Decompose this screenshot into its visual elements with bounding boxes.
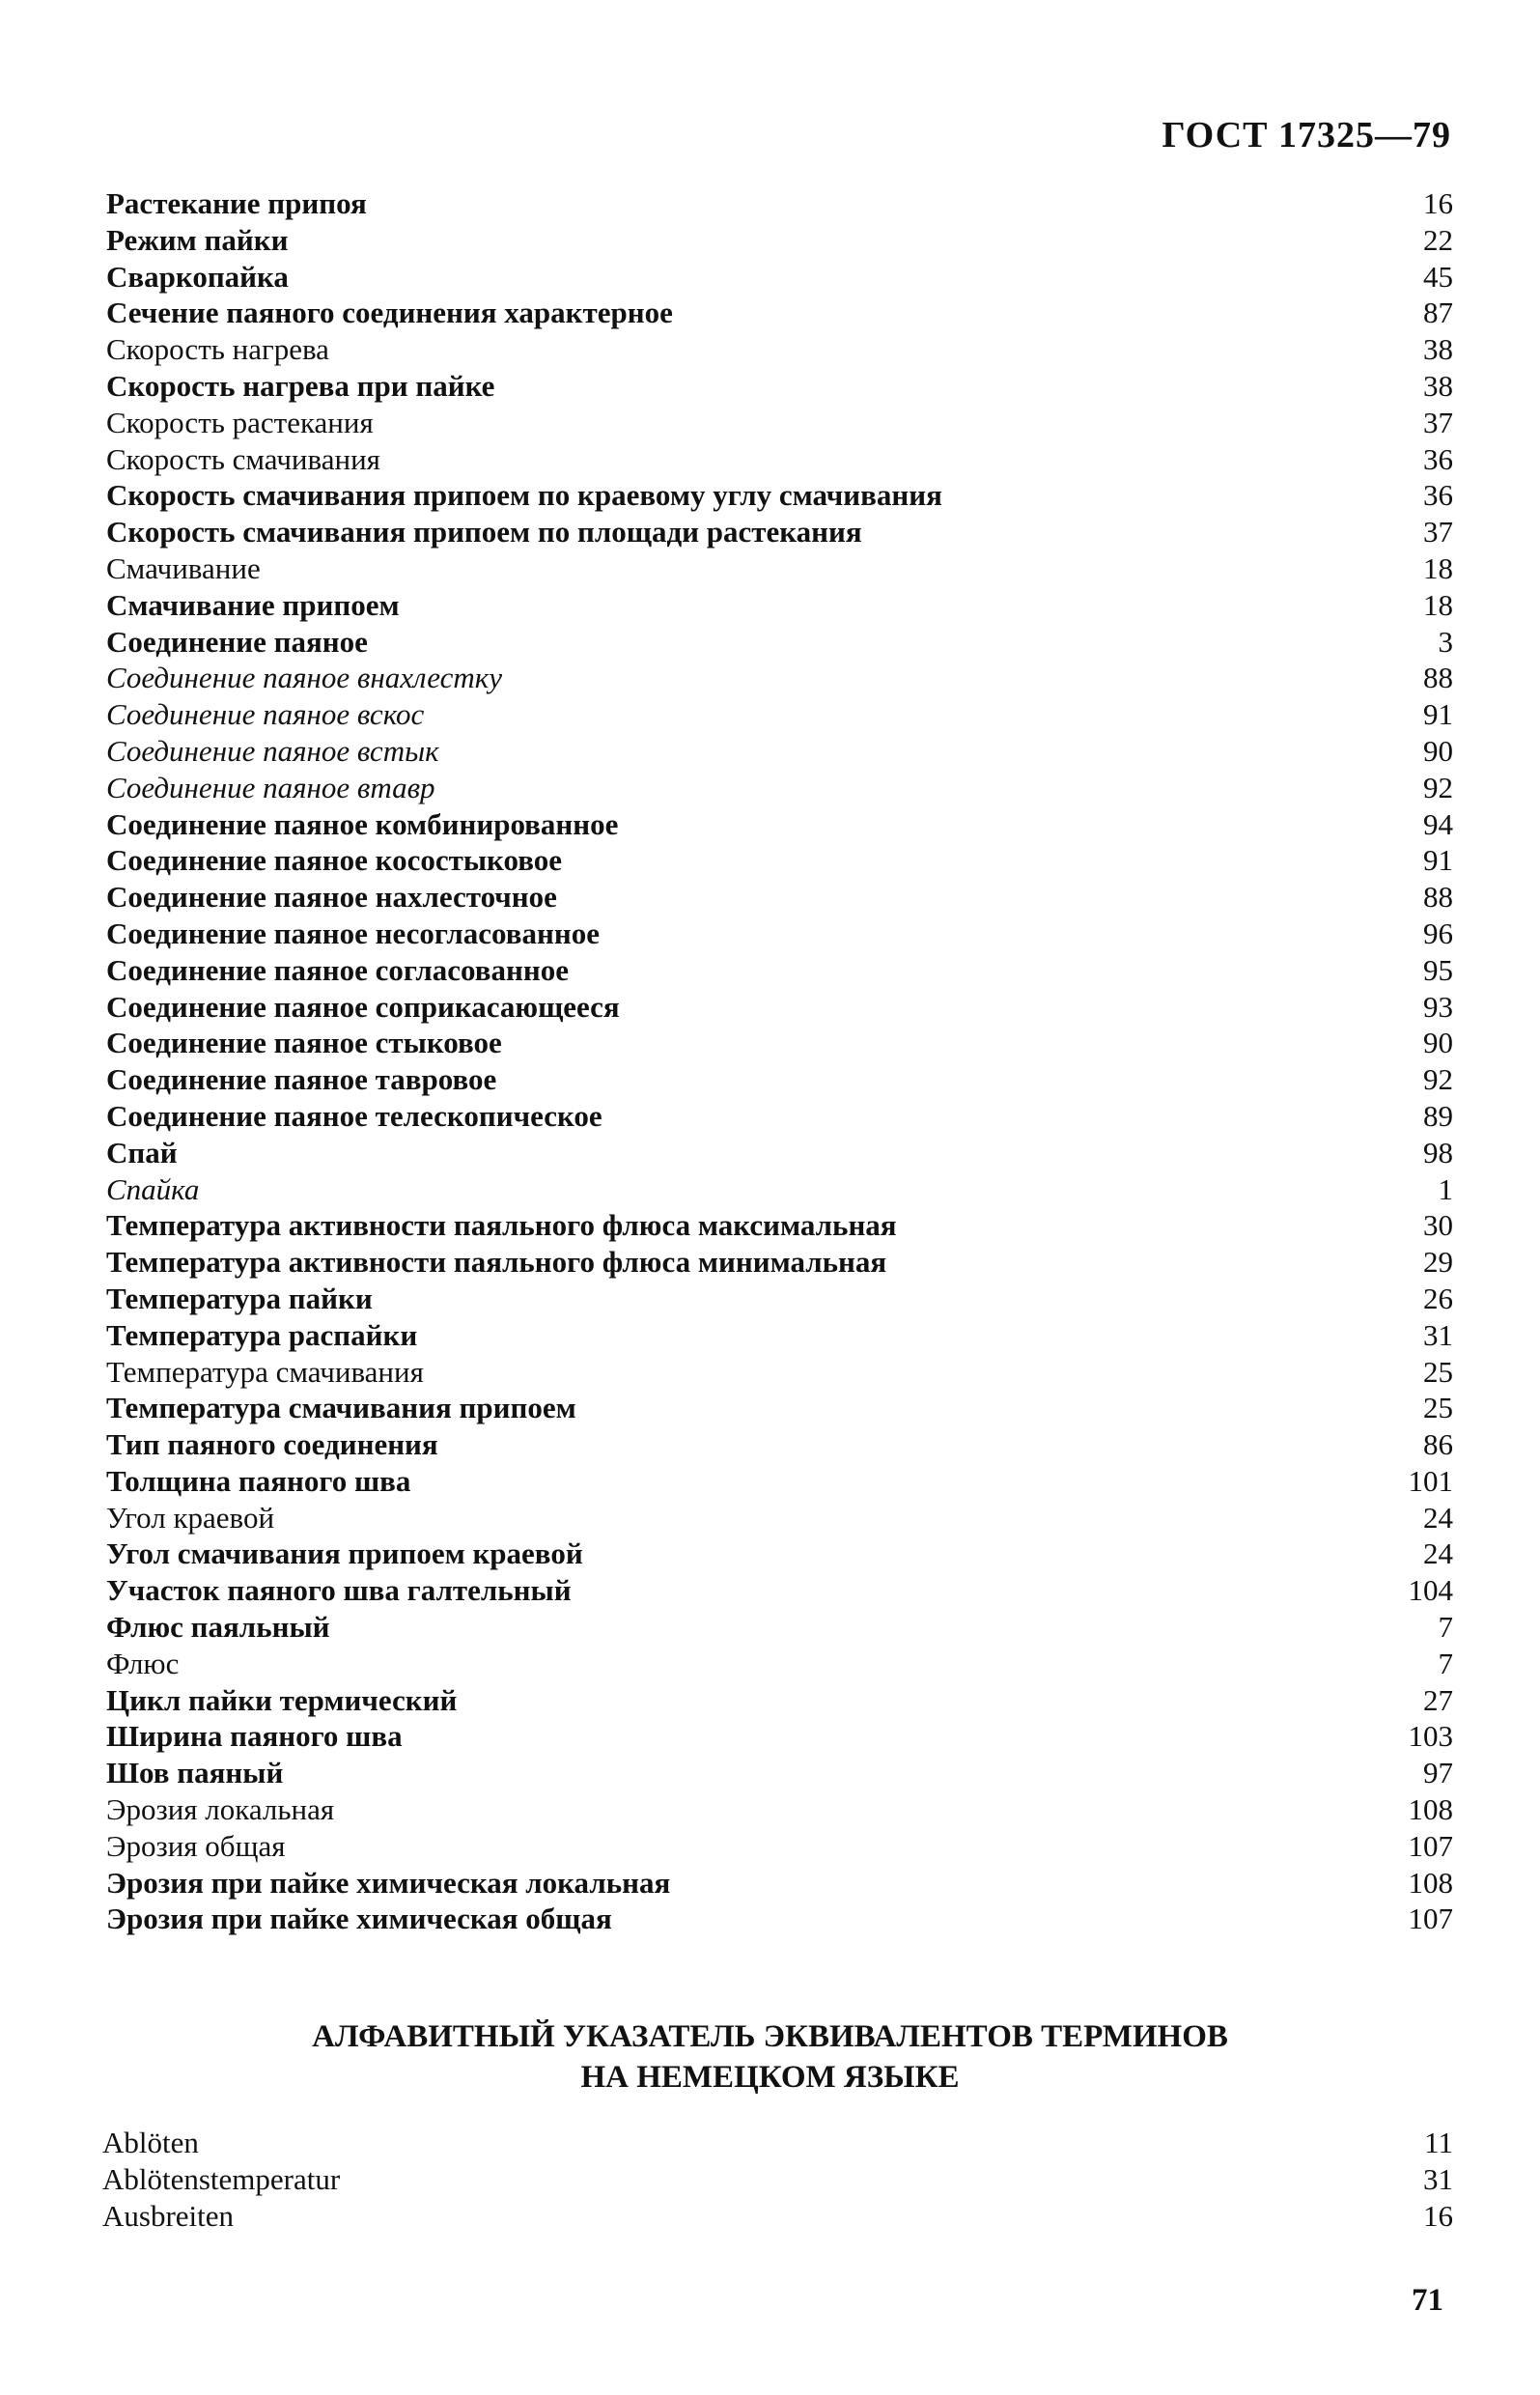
index-page-number: 91 <box>1423 697 1453 732</box>
index-page-number: 89 <box>1423 1098 1453 1133</box>
index-entry <box>106 185 1455 222</box>
index-entry <box>106 952 1455 989</box>
index-term: Режим пайки <box>106 222 289 257</box>
index-entry <box>106 1865 1455 1902</box>
index-entry <box>106 222 1455 259</box>
index-entry <box>106 477 1455 514</box>
index-term: Температура активности паяльного флюса максимальная <box>106 1208 897 1243</box>
index-page-number: 31 <box>1423 2162 1453 2196</box>
index-term: Соединение паяное согласованное <box>106 952 570 987</box>
index-entry <box>106 331 1455 368</box>
index-entry <box>106 550 1455 587</box>
index-term: Шов паяный <box>106 1756 284 1790</box>
index-entry <box>106 1354 1455 1391</box>
index-page-number: 36 <box>1423 478 1453 513</box>
index-page-number: 45 <box>1423 259 1453 294</box>
index-page-number: 95 <box>1423 952 1453 987</box>
index-page-number: 88 <box>1423 661 1453 695</box>
index-page-number: 107 <box>1408 1828 1453 1863</box>
index-term: Соединение паяное <box>106 624 368 659</box>
index-page-number: 91 <box>1423 843 1453 878</box>
german-term-index <box>102 2125 1455 2235</box>
index-page-number: 11 <box>1424 2126 1453 2159</box>
index-entry <box>106 1463 1455 1500</box>
index-term: Сваркопайка <box>106 259 289 294</box>
index-entry <box>106 879 1455 916</box>
index-term: Соединение паяное несогласованное <box>106 916 601 950</box>
index-page-number: 37 <box>1423 405 1453 439</box>
index-page-number: 87 <box>1423 296 1453 330</box>
index-entry <box>106 1426 1455 1463</box>
index-term: Эрозия при пайке химическая локальная <box>106 1865 671 1900</box>
index-page-number: 104 <box>1408 1573 1453 1608</box>
index-term: Соединение паяное соприкасающееся <box>106 989 620 1024</box>
index-entry <box>106 441 1455 478</box>
index-page-number: 93 <box>1423 989 1453 1024</box>
index-entry <box>106 696 1455 733</box>
index-term: Скорость смачивания припоем по краевому углу смачивания <box>106 478 942 513</box>
index-term: Скорость нагрева при пайке <box>106 368 495 403</box>
index-term: Соединение паяное косостыковое <box>106 843 563 878</box>
index-page-number: 107 <box>1408 1902 1453 1936</box>
index-page-number: 16 <box>1423 186 1453 220</box>
index-page-number: 22 <box>1423 222 1453 257</box>
document-header: ГОСТ 17325—79 <box>1162 115 1451 155</box>
index-term: Температура активности паяльного флюса минимальная <box>106 1245 887 1280</box>
index-entry <box>106 1572 1455 1609</box>
index-term: Тип паяного соединения <box>106 1427 438 1462</box>
index-entry <box>106 514 1455 550</box>
index-page-number: 18 <box>1423 550 1453 585</box>
index-entry <box>106 989 1455 1026</box>
index-page-number: 3 <box>1438 624 1453 659</box>
index-term: Ausbreiten <box>102 2199 235 2233</box>
index-term: Ablötenstemperatur <box>102 2162 341 2196</box>
index-page-number: 31 <box>1423 1317 1453 1352</box>
index-entry <box>106 1500 1455 1536</box>
index-page-number: 25 <box>1423 1354 1453 1389</box>
index-entry <box>106 1536 1455 1572</box>
index-page-number: 24 <box>1423 1500 1453 1535</box>
index-entry <box>106 660 1455 696</box>
index-page-number: 103 <box>1408 1719 1453 1754</box>
index-page-number: 7 <box>1438 1646 1453 1680</box>
index-entry <box>106 1207 1455 1244</box>
index-term: Скорость нагрева <box>106 332 329 367</box>
index-page-number: 24 <box>1423 1536 1453 1571</box>
index-entry <box>106 1682 1455 1719</box>
index-term: Температура смачивания припоем <box>106 1391 576 1425</box>
index-term: Эрозия локальная <box>106 1792 335 1827</box>
index-entry <box>106 1646 1455 1682</box>
index-term: Соединение паяное стыковое <box>106 1026 502 1060</box>
index-page-number: 90 <box>1423 1026 1453 1060</box>
index-page-number: 98 <box>1423 1135 1453 1169</box>
index-page-number: 18 <box>1423 587 1453 622</box>
index-term: Угол смачивания припоем краевой <box>106 1536 583 1571</box>
index-term: Соединение паяное нахлесточное <box>106 880 557 915</box>
index-term: Температура смачивания <box>106 1354 424 1389</box>
index-entry <box>106 1025 1455 1061</box>
index-page-number: 96 <box>1423 916 1453 950</box>
index-page-number: 37 <box>1423 515 1453 549</box>
index-term: Соединение паяное комбинированное <box>106 806 619 841</box>
index-page-number: 97 <box>1423 1756 1453 1790</box>
index-page-number: 92 <box>1423 770 1453 804</box>
index-term: Эрозия при пайке химическая общая <box>106 1902 612 1936</box>
index-entry <box>102 2161 1455 2198</box>
index-entry <box>106 916 1455 952</box>
index-term: Температура распайки <box>106 1317 418 1352</box>
index-term: Соединение паяное телескопическое <box>106 1098 602 1133</box>
index-term: Цикл пайки термический <box>106 1682 458 1717</box>
index-term: Температура пайки <box>106 1281 373 1315</box>
index-page-number: 108 <box>1408 1792 1453 1827</box>
index-page-number: 86 <box>1423 1427 1453 1462</box>
index-page-number: 1 <box>1438 1171 1453 1206</box>
index-term: Эрозия общая <box>106 1828 286 1863</box>
index-entry <box>106 1317 1455 1354</box>
index-term: Соединение паяное втавр <box>106 770 435 804</box>
index-page-number: 92 <box>1423 1062 1453 1097</box>
index-term: Толщина паяного шва <box>106 1463 411 1498</box>
index-entry <box>106 368 1455 405</box>
index-page-number: 101 <box>1408 1463 1453 1498</box>
index-entry <box>106 1901 1455 1937</box>
index-page-number: 25 <box>1423 1391 1453 1425</box>
page-number: 71 <box>1412 2283 1443 2318</box>
index-entry <box>106 1244 1455 1281</box>
index-entry <box>106 1828 1455 1865</box>
index-term: Растекание припоя <box>106 186 367 220</box>
section-title <box>0 2016 1540 2098</box>
index-term: Скорость смачивания припоем по площади растекания <box>106 515 862 549</box>
index-page-number: 29 <box>1423 1245 1453 1280</box>
index-page-number: 16 <box>1423 2199 1453 2233</box>
index-entry <box>106 806 1455 843</box>
index-entry <box>106 1061 1455 1098</box>
index-entry <box>106 1135 1455 1171</box>
index-entry <box>102 2125 1455 2161</box>
index-entry <box>106 1390 1455 1426</box>
index-entry <box>106 1281 1455 1317</box>
index-entry <box>102 2198 1455 2235</box>
index-entry <box>106 1171 1455 1208</box>
index-entry <box>106 405 1455 441</box>
index-entry <box>106 1718 1455 1755</box>
index-term: Сечение паяного соединения характерное <box>106 296 673 330</box>
index-page-number: 38 <box>1423 332 1453 367</box>
index-entry <box>106 842 1455 879</box>
index-page-number: 108 <box>1408 1865 1453 1900</box>
index-term: Соединение паяное встык <box>106 733 439 768</box>
index-page-number: 26 <box>1423 1281 1453 1315</box>
index-entry <box>106 259 1455 296</box>
index-entry <box>106 733 1455 770</box>
index-term: Флюс паяльный <box>106 1610 330 1645</box>
index-page-number: 94 <box>1423 806 1453 841</box>
index-page-number: 27 <box>1423 1682 1453 1717</box>
index-page-number: 36 <box>1423 441 1453 476</box>
index-term: Спай <box>106 1135 178 1169</box>
index-entry <box>106 1791 1455 1828</box>
index-entry <box>106 1098 1455 1135</box>
index-term: Смачивание припоем <box>106 587 400 622</box>
index-term: Скорость растекания <box>106 405 374 439</box>
index-page-number: 88 <box>1423 880 1453 915</box>
index-page-number: 90 <box>1423 733 1453 768</box>
index-entry <box>106 295 1455 331</box>
section-title-line-1: АЛФАВИТНЫЙ УКАЗАТЕЛЬ ЭКВИВАЛЕНТОВ ТЕРМИНОВ <box>312 2019 1228 2054</box>
index-entry <box>106 1609 1455 1646</box>
index-term: Угол краевой <box>106 1500 275 1535</box>
index-term: Соединение паяное тавровое <box>106 1062 497 1097</box>
index-term: Ablöten <box>102 2126 199 2159</box>
index-term: Флюс <box>106 1646 180 1680</box>
index-term: Участок паяного шва галтельный <box>106 1573 572 1608</box>
index-term: Ширина паяного шва <box>106 1719 403 1754</box>
index-term: Смачивание <box>106 550 261 585</box>
index-entry <box>106 587 1455 624</box>
index-page-number: 30 <box>1423 1208 1453 1243</box>
index-page-number: 7 <box>1438 1610 1453 1645</box>
index-term: Соединение паяное вскос <box>106 697 425 732</box>
index-entry <box>106 1755 1455 1791</box>
index-entry <box>106 770 1455 806</box>
index-term: Скорость смачивания <box>106 441 380 476</box>
index-term: Спайка <box>106 1171 200 1206</box>
index-entry <box>106 624 1455 661</box>
section-title-line-2: НА НЕМЕЦКОМ ЯЗЫКЕ <box>580 2060 960 2095</box>
index-term: Соединение паяное внахлестку <box>106 661 503 695</box>
index-page-number: 38 <box>1423 368 1453 403</box>
russian-term-index <box>106 185 1455 1937</box>
